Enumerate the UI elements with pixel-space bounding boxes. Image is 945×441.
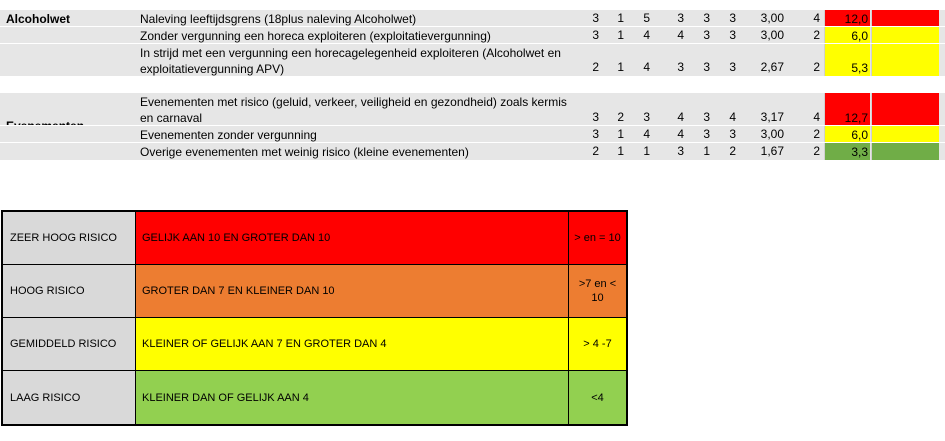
value-cell: 4 <box>643 127 650 141</box>
row-description: Evenementen zonder vergunning <box>140 128 317 142</box>
average-cell: 3,00 <box>760 127 784 141</box>
level-color-cell <box>871 10 939 27</box>
value-cell: 3 <box>592 127 599 141</box>
factor-cell: 4 <box>813 11 820 25</box>
legend-risk-description: GROTER DAN 7 EN KLEINER DAN 10 <box>136 265 569 317</box>
legend-risk-range: <4 <box>569 371 626 424</box>
value-cell: 1 <box>617 144 624 158</box>
score-cell: 6,0 <box>824 126 870 143</box>
value-cell: 3 <box>677 11 684 25</box>
legend-row <box>3 212 626 265</box>
level-color-cell <box>871 93 939 126</box>
value-cell: 1 <box>617 127 624 141</box>
value-cell: 1 <box>617 60 624 74</box>
table-row <box>0 44 945 76</box>
table-row <box>0 93 945 126</box>
value-cell: 1 <box>617 28 624 42</box>
value-cell: 4 <box>729 110 736 124</box>
value-cell: 3 <box>703 60 710 74</box>
value-cell: 3 <box>729 127 736 141</box>
score-cell: 3,3 <box>824 143 870 160</box>
legend-risk-range: >7 en < 10 <box>569 265 626 317</box>
value-cell: 3 <box>703 110 710 124</box>
score-cell: 5,3 <box>824 44 870 76</box>
value-cell: 3 <box>643 110 650 124</box>
legend-risk-description: GELIJK AAN 10 EN GROTER DAN 10 <box>136 212 569 264</box>
row-description: In strijd met een vergunning een horecagelegenheid exploiteren (Alcoholwet en exploitatievergunning APV) <box>140 46 561 76</box>
legend-risk-range: > en = 10 <box>569 212 626 264</box>
row-description: Naleving leeftijdsgrens (18plus naleving Alcoholwet) <box>140 12 417 26</box>
legend-risk-name: GEMIDDELD RISICO <box>3 318 136 370</box>
value-cell: 3 <box>703 11 710 25</box>
average-cell: 2,67 <box>760 60 784 74</box>
legend-risk-range: > 4 -7 <box>569 318 626 370</box>
table-row <box>0 10 945 27</box>
table-row <box>0 126 945 143</box>
value-cell: 1 <box>703 144 710 158</box>
value-cell: 4 <box>643 28 650 42</box>
value-cell: 3 <box>703 127 710 141</box>
average-cell: 3,00 <box>760 28 784 42</box>
value-cell: 4 <box>677 28 684 42</box>
value-cell: 5 <box>643 11 650 25</box>
value-cell: 3 <box>703 28 710 42</box>
factor-cell: 2 <box>813 144 820 158</box>
average-cell: 1,67 <box>760 144 784 158</box>
value-cell: 4 <box>643 60 650 74</box>
legend-risk-name: HOOG RISICO <box>3 265 136 317</box>
level-color-cell <box>871 27 939 44</box>
value-cell: 3 <box>592 11 599 25</box>
score-cell: 12,0 <box>824 10 870 27</box>
factor-cell: 4 <box>813 110 820 124</box>
row-description: Evenementen met risico (geluid, verkeer, veiligheid en gezondheid) zoals kermis en carnaval <box>140 95 567 125</box>
factor-cell: 2 <box>813 60 820 74</box>
legend-row <box>3 371 626 424</box>
legend-risk-name: ZEER HOOG RISICO <box>3 212 136 264</box>
value-cell: 4 <box>677 127 684 141</box>
score-cell: 12,7 <box>824 93 870 126</box>
score-cell: 6,0 <box>824 27 870 44</box>
value-cell: 3 <box>592 28 599 42</box>
risk-legend <box>1 210 628 426</box>
legend-risk-description: KLEINER DAN OF GELIJK AAN 4 <box>136 371 569 424</box>
value-cell: 2 <box>592 60 599 74</box>
value-cell: 3 <box>729 11 736 25</box>
value-cell: 2 <box>617 110 624 124</box>
value-cell: 2 <box>592 144 599 158</box>
legend-row <box>3 318 626 371</box>
value-cell: 3 <box>677 144 684 158</box>
level-color-cell <box>871 44 939 76</box>
level-color-cell <box>871 143 939 160</box>
value-cell: 3 <box>729 28 736 42</box>
value-cell: 1 <box>643 144 650 158</box>
factor-cell: 2 <box>813 28 820 42</box>
value-cell: 3 <box>592 110 599 124</box>
level-color-cell <box>871 126 939 143</box>
value-cell: 3 <box>677 60 684 74</box>
table-row <box>0 27 945 44</box>
category-label: Alcoholwet <box>6 11 71 26</box>
legend-risk-description: KLEINER OF GELIJK AAN 7 EN GROTER DAN 4 <box>136 318 569 370</box>
row-description: Zonder vergunning een horeca exploiteren (exploitatievergunning) <box>140 29 491 43</box>
legend-row <box>3 265 626 318</box>
factor-cell: 2 <box>813 127 820 141</box>
value-cell: 2 <box>729 144 736 158</box>
value-cell: 1 <box>617 11 624 25</box>
legend-risk-name: LAAG RISICO <box>3 371 136 424</box>
row-description: Overige evenementen met weinig risico (kleine evenementen) <box>140 145 469 159</box>
average-cell: 3,17 <box>760 110 784 124</box>
value-cell: 3 <box>729 60 736 74</box>
average-cell: 3,00 <box>760 11 784 25</box>
value-cell: 4 <box>677 110 684 124</box>
table-row <box>0 143 945 160</box>
